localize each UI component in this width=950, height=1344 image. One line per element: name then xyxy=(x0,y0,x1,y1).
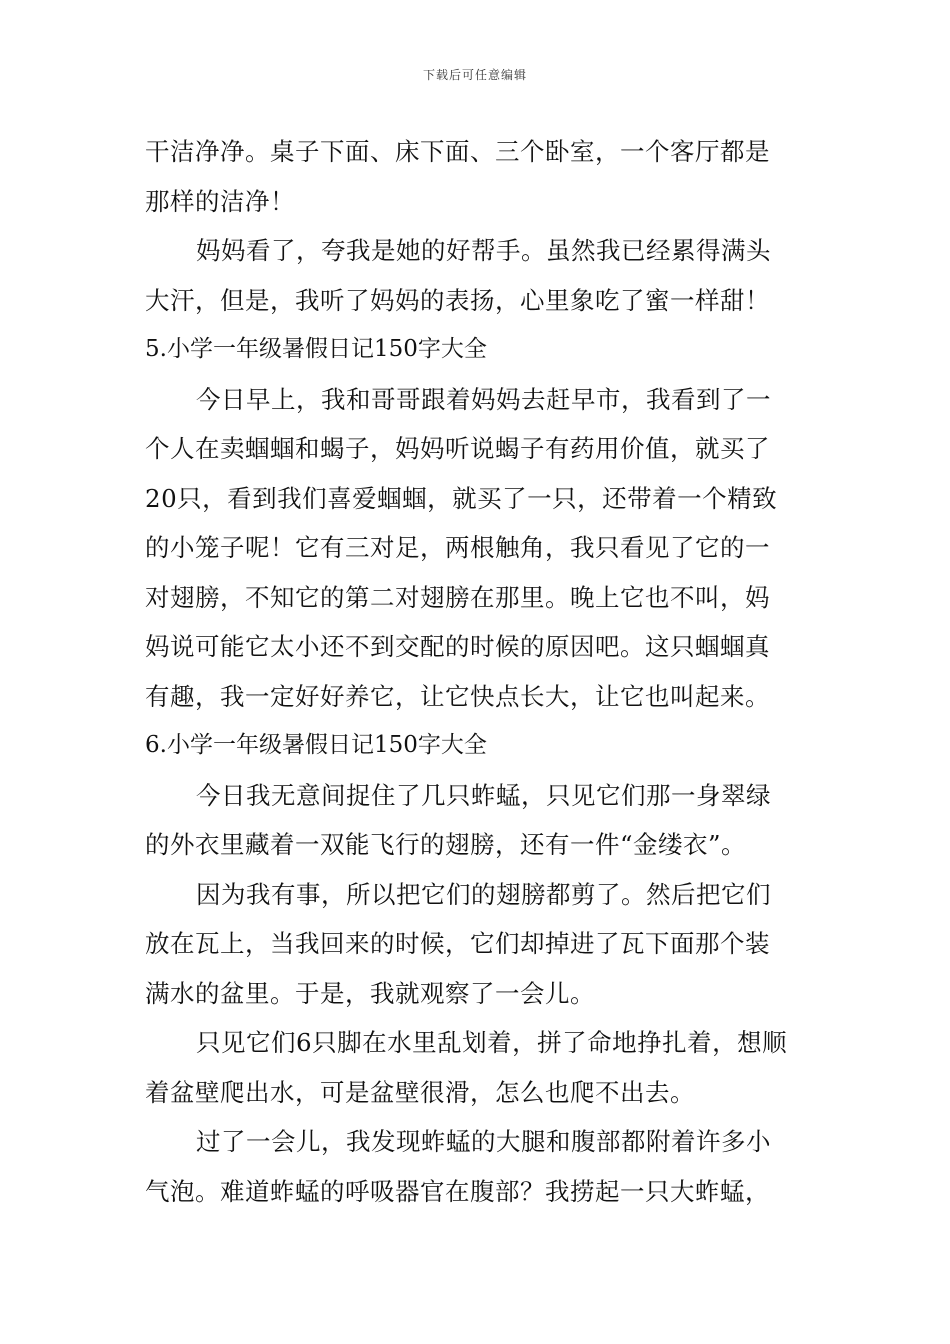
paragraph-line: 的外衣里藏着一双能飞行的翅膀，还有一件“金缕衣”。 xyxy=(145,830,747,859)
paragraph-line: 干洁净净。桌子下面、床下面、三个卧室，一个客厅都是 xyxy=(145,137,770,166)
section-heading: 6.小学一年级暑假日记150字大全 xyxy=(145,732,487,758)
paragraph-line: 大汗，但是，我听了妈妈的表扬，心里象吃了蜜一样甜！ xyxy=(145,285,770,315)
paragraph-line: 过了一会儿，我发现蚱蜢的大腿和腹部都附着许多小 xyxy=(196,1127,771,1156)
paragraph-line: 20只，看到我们喜爱蝈蝈，就买了一只，还带着一个精致 xyxy=(145,483,778,513)
paragraph-line: 着盆壁爬出水，可是盆壁很滑，怎么也爬不出去。 xyxy=(145,1077,695,1107)
paragraph-line: 有趣，我一定好好养它，让它快点长大，让它也叫起来。 xyxy=(145,681,770,711)
page-header: 下载后可任意编辑 xyxy=(422,68,527,82)
paragraph-line: 气泡。难道蚱蜢的呼吸器官在腹部？我捞起一只大蚱蜢， xyxy=(145,1176,770,1206)
paragraph-line: 妈说可能它太小还不到交配的时候的原因吧。这只蝈蝈真 xyxy=(145,632,770,661)
paragraph-line: 个人在卖蝈蝈和蝎子，妈妈听说蝎子有药用价值，就买了 xyxy=(145,434,770,463)
paragraph-line: 放在瓦上，当我回来的时候，它们却掉进了瓦下面那个装 xyxy=(145,929,770,958)
paragraph-line: 对翅膀，不知它的第二对翅膀在那里。晚上它也不叫，妈 xyxy=(145,582,770,612)
section-heading: 5.小学一年级暑假日记150字大全 xyxy=(145,336,487,362)
paragraph-line: 只见它们6只脚在水里乱划着，拼了命地挣扎着，想顺 xyxy=(196,1028,788,1057)
paragraph-line: 因为我有事，所以把它们的翅膀都剪了。然后把它们 xyxy=(196,879,771,909)
paragraph-line: 今日我无意间捉住了几只蚱蜢，只见它们那一身翠绿 xyxy=(196,780,771,810)
paragraph-line: 那样的洁净！ xyxy=(145,186,295,216)
paragraph-line: 的小笼子呢！它有三对足，两根触角，我只看见了它的一 xyxy=(145,533,770,562)
paragraph-line: 妈妈看了，夸我是她的好帮手。虽然我已经累得满头 xyxy=(196,236,771,265)
paragraph-line: 今日早上，我和哥哥跟着妈妈去赶早市，我看到了一 xyxy=(196,384,771,414)
paragraph-line: 满水的盆里。于是，我就观察了一会儿。 xyxy=(145,978,595,1008)
document-body xyxy=(145,127,825,1216)
